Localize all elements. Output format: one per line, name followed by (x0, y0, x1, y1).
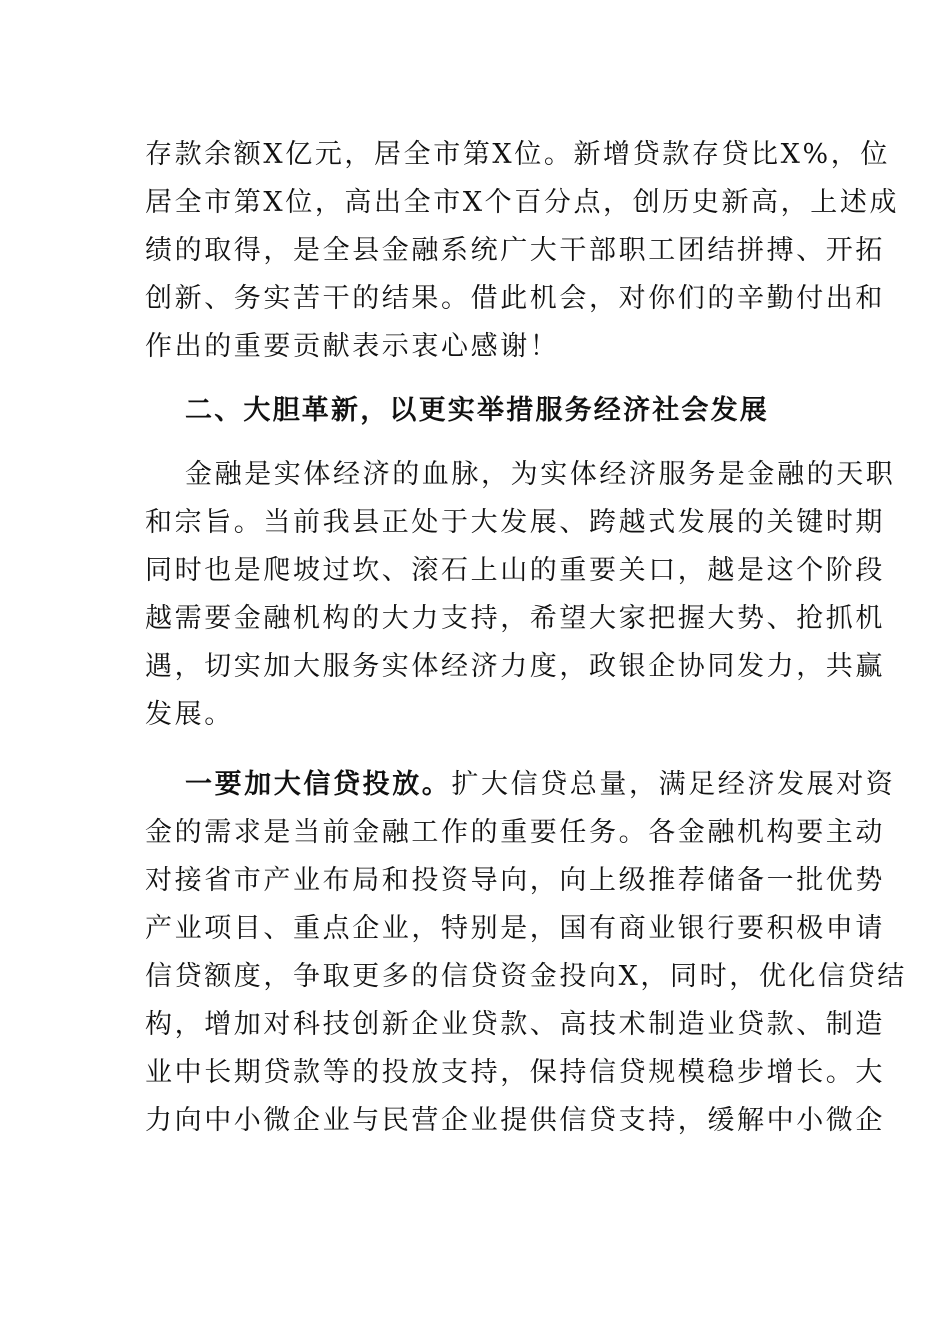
paragraph-line: 力向中小微企业与民营企业提供信贷支持，缓解中小微企 (145, 1105, 885, 1136)
paragraph-lead-phrase: 一要加大信贷投放。 (185, 769, 452, 800)
paragraph-line: 存款余额X亿元，居全市第X位。新增贷款存贷比X%，位 (145, 139, 890, 170)
paragraph-line: 信贷额度，争取更多的信贷资金投向X，同时，优化信贷结 (145, 961, 907, 992)
paragraph-text: 扩大信贷总量，满足经济发展对资 (451, 769, 896, 800)
paragraph-line: 作出的重要贡献表示衷心感谢！ (145, 331, 560, 362)
paragraph-line: 居全市第X位，高出全市X个百分点，创历史新高，上述成 (145, 187, 900, 218)
paragraph-line: 绩的取得，是全县金融系统广大干部职工团结拼搏、开拓 (145, 235, 885, 266)
paragraph-line: 产业项目、重点企业，特别是，国有商业银行要积极申请 (145, 913, 885, 944)
paragraph-line: 业中长期贷款等的投放支持，保持信贷规模稳步增长。大 (145, 1057, 885, 1088)
paragraph-line: 构，增加对科技创新企业贷款、高技术制造业贷款、制造 (145, 1009, 885, 1040)
paragraph-line: 越需要金融机构的大力支持，希望大家把握大势、抢抓机 (145, 603, 885, 634)
paragraph-line: 同时也是爬坡过坎、滚石上山的重要关口，越是这个阶段 (145, 555, 885, 586)
paragraph-line: 创新、务实苦干的结果。借此机会，对你们的辛勤付出和 (145, 283, 885, 314)
paragraph-line: 遇，切实加大服务实体经济力度，政银企协同发力，共赢 (145, 651, 885, 682)
paragraph-line (185, 765, 896, 805)
paragraph-line: 发展。 (145, 699, 234, 730)
section-heading: 二、大胆革新，以更实举措服务经济社会发展 (185, 395, 769, 426)
paragraph-line: 对接省市产业布局和投资导向，向上级推荐储备一批优势 (145, 865, 885, 896)
paragraph-line: 金融是实体经济的血脉，为实体经济服务是金融的天职 (185, 459, 896, 490)
paragraph-line: 金的需求是当前金融工作的重要任务。各金融机构要主动 (145, 817, 885, 848)
paragraph-line: 和宗旨。当前我县正处于大发展、跨越式发展的关键时期 (145, 507, 885, 538)
